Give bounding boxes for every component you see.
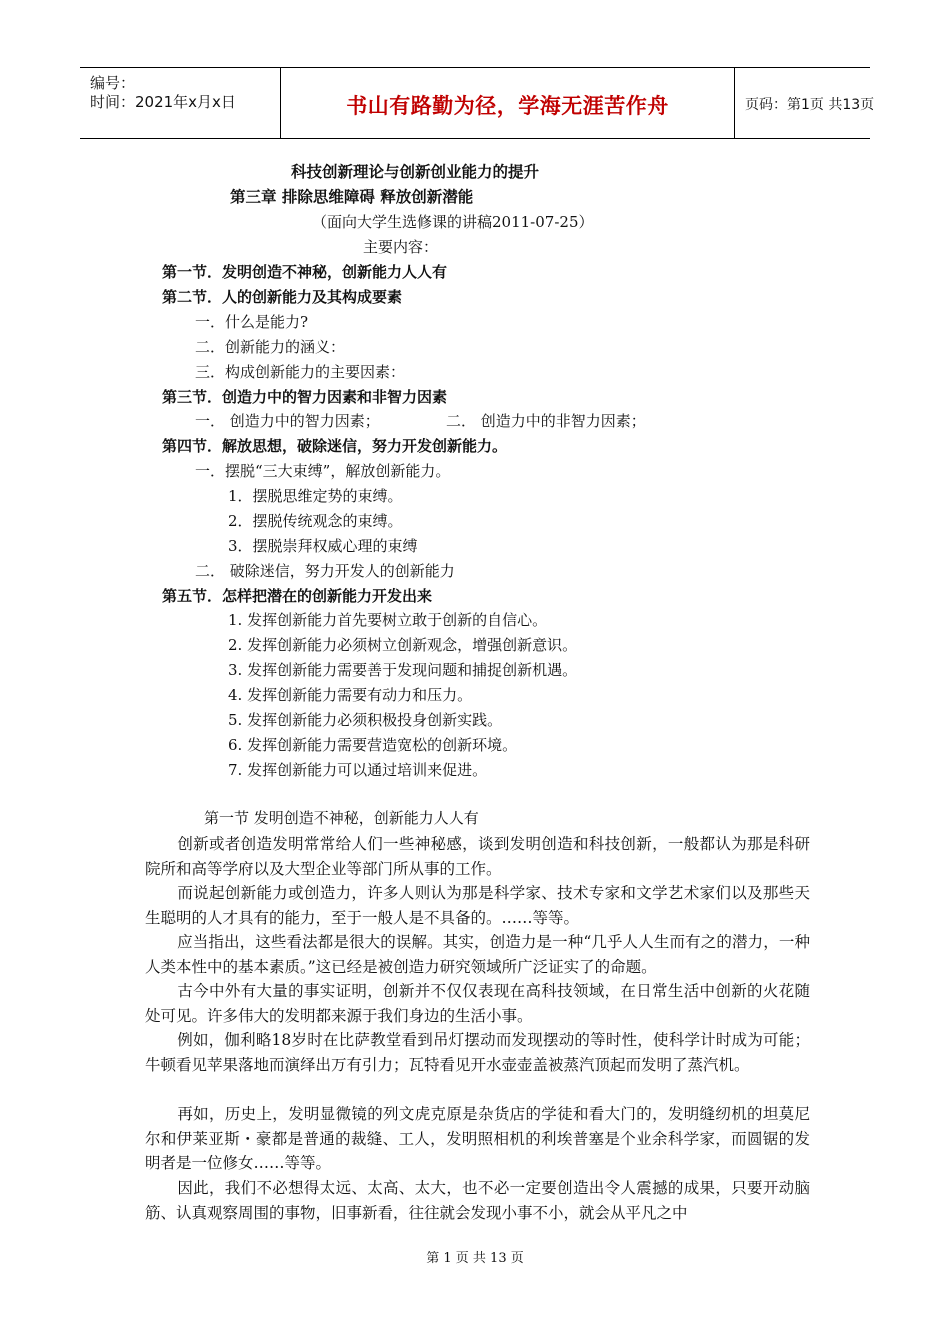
page-footer: 第 1 页 共 13 页: [426, 1251, 524, 1266]
toc-list-item: 6. 发挥创新能力需要营造宽松的创新环境。: [228, 736, 518, 754]
toc-section-3: 第三节．创造力中的智力因素和非智力因素: [162, 388, 448, 406]
toc-item: 一．摆脱“三大束缚”，解放创新能力。: [195, 462, 451, 480]
toc-section-5: 第五节．怎样把潜在的创新能力开发出来: [162, 587, 433, 605]
paragraph: 再如，历史上，发明显微镜的列文虎克原是杂货店的学徒和看大门的，发明缝纫机的坦莫尼尔和伊莱亚斯・豪都是普通的裁缝、工人，发明照相机的利埃普塞是个业余科学家，而圆锯的发明者是一位修女……等等。: [145, 1105, 810, 1172]
chapter-title: 第三章 排除思维障碍 释放创新潜能: [230, 188, 474, 206]
doc-title: 科技创新理论与创新创业能力的提升: [291, 163, 540, 181]
toc-list-item: 1. 发挥创新能力首先要树立敢于创新的自信心。: [228, 611, 548, 629]
toc-section-4: 第四节．解放思想，破除迷信，努力开发创新能力。: [162, 437, 508, 455]
section-heading: 第一节 发明创造不神秘，创新能力人人有: [204, 809, 479, 827]
paragraph: 创新或者创造发明常常给人们一些神秘感，谈到发明创造和科技创新，一般都认为那是科研院所和高等学府以及大型企业等部门所从事的工作。: [145, 835, 810, 878]
toc-section-1: 第一节．发明创造不神秘，创新能力人人有: [162, 263, 448, 281]
toc-section-2: 第二节．人的创新能力及其构成要素: [162, 288, 403, 306]
toc-item: 三．构成创新能力的主要因素：: [195, 363, 406, 381]
toc-subitem: 3．摆脱崇拜权威心理的束缚: [228, 537, 418, 555]
header-motto-cell: [280, 68, 735, 138]
header-page-info: 页码：第1页 共13页: [745, 97, 875, 113]
paragraph: 古今中外有大量的事实证明，创新并不仅仅表现在高科技领域，在日常生活中创新的火花随处可见。许多伟大的发明都来源于我们身边的生活小事。: [145, 982, 810, 1025]
toc-item: 一． 创造力中的智力因素；: [195, 412, 380, 430]
toc-heading: 主要内容：: [363, 238, 439, 256]
toc-item: 二． 创造力中的非智力因素；: [446, 412, 646, 430]
header-page-cell: [735, 68, 875, 138]
toc-subitem: 2．摆脱传统观念的束缚。: [228, 512, 403, 530]
toc-list-item: 5. 发挥创新能力必须积极投身创新实践。: [228, 711, 503, 729]
header-motto: 书山有路勤为径，学海无涯苦作舟: [346, 94, 669, 118]
toc-list-item: 4. 发挥创新能力需要有动力和压力。: [228, 686, 473, 704]
header-table: [80, 67, 875, 139]
doc-number-label: 编号：: [90, 74, 136, 92]
toc-item: 二．创新能力的涵义：: [195, 338, 346, 356]
toc-item: 二． 破除迷信，努力开发人的创新能力: [195, 562, 455, 580]
doc-date-label: 时间：2021年x月x日: [90, 93, 236, 111]
doc-subtitle: （面向大学生选修课的讲稿2011-07-25）: [312, 213, 594, 231]
paragraph: 应当指出，这些看法都是很大的误解。其实，创造力是一种“几乎人人生而有之的潜力，一种人类本性中的基本素质。”这已经是被创造力研究领域所广泛证实了的命题。: [145, 933, 810, 976]
paragraph: 例如，伽利略18岁时在比萨教堂看到吊灯摆动而发现摆动的等时性，使科学计时成为可能；牛顿看见苹果落地而演绎出万有引力；瓦特看见开水壶壶盖被蒸汽顶起而发明了蒸汽机。: [145, 1031, 810, 1074]
toc-list-item: 2. 发挥创新能力必须树立创新观念，增强创新意识。: [228, 636, 578, 654]
header-meta-cell: [80, 68, 280, 138]
toc-subitem: 1．摆脱思维定势的束缚。: [228, 487, 403, 505]
paragraph: 而说起创新能力或创造力，许多人则认为那是科学家、技术专家和文学艺术家们以及那些天生聪明的人才具有的能力，至于一般人是不具备的。……等等。: [145, 884, 810, 927]
toc-item: 一．什么是能力?: [195, 313, 309, 331]
paragraph: 因此，我们不必想得太远、太高、太大，也不必一定要创造出令人震撼的成果，只要开动脑筋、认真观察周围的事物，旧事新看，往往就会发现小事不小，就会从平凡之中: [145, 1179, 810, 1222]
toc-list-item: 7. 发挥创新能力可以通过培训来促进。: [228, 761, 488, 779]
toc-list-item: 3. 发挥创新能力需要善于发现问题和捕捉创新机遇。: [228, 661, 578, 679]
